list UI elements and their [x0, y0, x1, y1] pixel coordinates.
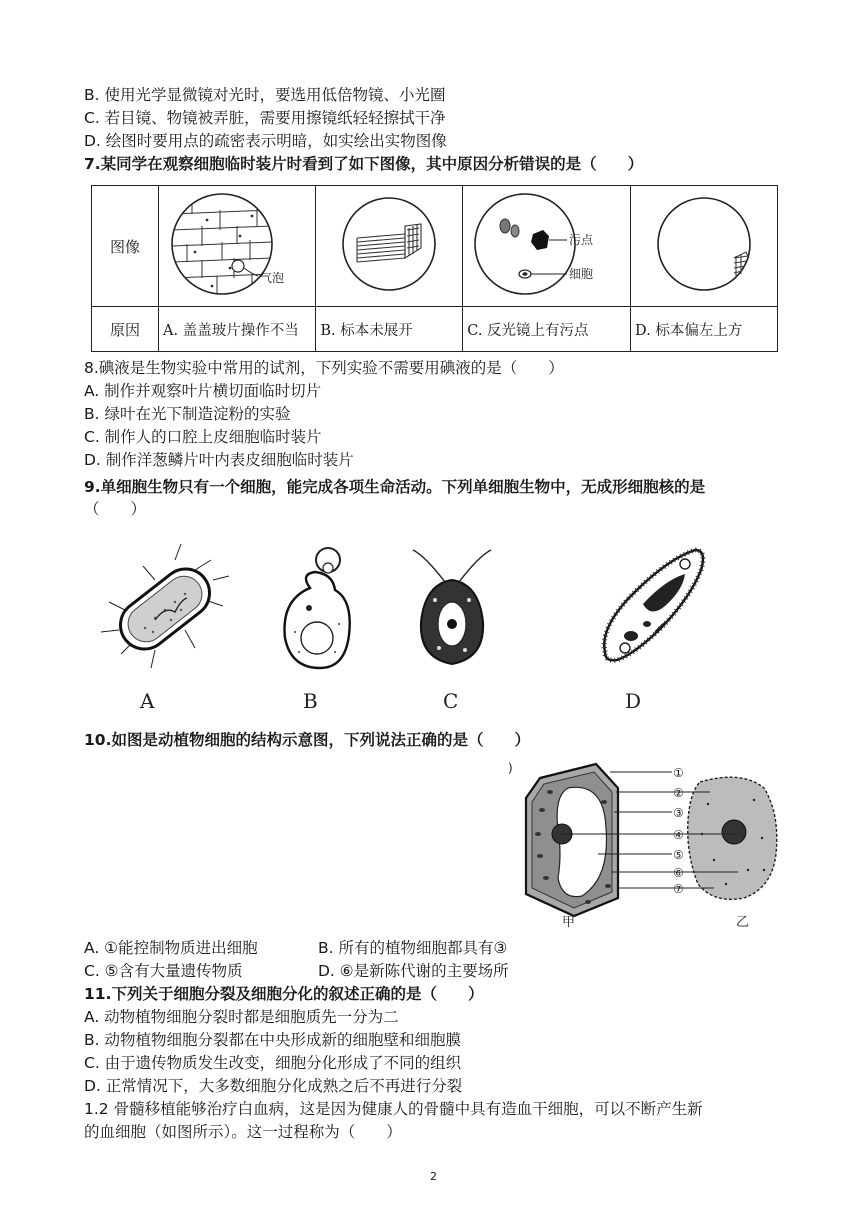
q11-option-a: A. 动物植物细胞分裂时都是细胞质先一分为二	[84, 1008, 399, 1026]
organism-c-chlamydomonas-icon	[413, 550, 491, 664]
q10-num-3: ③	[673, 806, 684, 820]
q7-image-header: 图像	[92, 186, 159, 307]
q11-option-d: D. 正常情况下，大多数细胞分化成熟之后不再进行分裂	[84, 1077, 463, 1095]
q10-num-6: ⑥	[673, 866, 684, 880]
q10-option-a: A. ①能控制物质进出细胞	[84, 939, 258, 957]
option-c-prev: C. 若目镜、物镜被弄脏，需要用擦镜纸轻轻擦拭干净	[84, 109, 446, 127]
q7-reason-c: C. 反光镜上有污点	[463, 307, 631, 352]
q8-stem: 8.碘液是生物实验中常用的试剂，下列实验不需要用碘液的是（ ）	[84, 359, 564, 377]
q10-stray-paren: )	[508, 761, 513, 775]
q7-reason-a: A. 盖盖玻片操作不当	[159, 307, 316, 352]
q9-stem-paren: （ ）	[84, 500, 147, 518]
q7-figure-d	[631, 186, 778, 307]
q11-stem: 11.下列关于细胞分裂及细胞分化的叙述正确的是（ ）	[84, 985, 484, 1003]
q10-option-d: D. ⑥是新陈代谢的主要场所	[318, 962, 509, 980]
plant-cell-jia-icon	[526, 764, 618, 916]
q10-num-5: ⑤	[673, 848, 684, 862]
q12-stem-cont: 的血细胞（如图所示）。这一过程称为（ ）	[84, 1123, 402, 1141]
q10-num-1: ①	[673, 766, 684, 780]
q10-cell-diagram	[518, 758, 788, 933]
animal-cell-yi-icon	[688, 777, 777, 899]
q7-figure-c	[463, 186, 631, 307]
option-b-prev: B. 使用光学显微镜对光时，要选用低倍物镜、小光圈	[84, 86, 446, 104]
q7-reason-b: B. 标本未展开	[316, 307, 463, 352]
q10-label-yi: 乙	[736, 915, 750, 930]
page-number: 2	[430, 1170, 437, 1183]
q9-label-b: B	[303, 689, 318, 713]
organism-b-yeast-icon	[285, 548, 350, 668]
q7-table	[91, 185, 778, 352]
q7-label-spot: 污点	[568, 233, 593, 247]
q8-option-b: B. 绿叶在光下制造淀粉的实验	[84, 405, 291, 423]
q9-label-d: D	[625, 689, 642, 713]
q8-option-a: A. 制作并观察叶片横切面临时切片	[84, 382, 322, 400]
q10-num-4: ④	[673, 828, 684, 842]
q8-option-c: C. 制作人的口腔上皮细胞临时装片	[84, 428, 322, 446]
q10-option-c: C. ⑤含有大量遗传物质	[84, 962, 243, 980]
q7-label-cell: 细胞	[568, 267, 593, 281]
q10-stem: 10.如图是动植物细胞的结构示意图，下列说法正确的是（ ）	[84, 731, 530, 749]
q10-label-jia: 甲	[562, 915, 576, 930]
q10-option-b: B. 所有的植物细胞都具有③	[318, 939, 508, 957]
q11-option-b: B. 动物植物细胞分裂都在中央形成新的细胞壁和细胞膜	[84, 1031, 461, 1049]
q10-num-7: ⑦	[673, 882, 684, 896]
q11-option-c: C. 由于遗传物质发生改变，细胞分化形成了不同的组织	[84, 1054, 462, 1072]
q7-reason-header: 原因	[92, 307, 159, 352]
q12-stem: 1.2 骨髓移植能够治疗白血病，这是因为健康人的骨髓中具有造血干细胞，可以不断产生新	[84, 1100, 703, 1118]
q7-figure-b	[316, 186, 463, 307]
q7-reason-d: D. 标本偏左上方	[631, 307, 778, 352]
q9-organisms-figure	[95, 540, 775, 715]
q9-label-c: C	[443, 689, 459, 713]
organism-a-bacterium-icon	[101, 544, 229, 668]
q7-label-bubble: 气泡	[260, 271, 285, 285]
q10-num-2: ②	[673, 786, 684, 800]
q8-option-d: D. 制作洋葱鳞片叶内表皮细胞临时装片	[84, 451, 354, 469]
q7-figure-a	[159, 186, 316, 307]
organism-d-paramecium-icon	[604, 550, 703, 660]
q9-label-a: A	[140, 689, 155, 713]
q9-stem: 9.单细胞生物只有一个细胞，能完成各项生命活动。下列单细胞生物中，无成形细胞核的是	[84, 478, 706, 496]
q7-stem: 7.某同学在观察细胞临时装片时看到了如下图像，其中原因分析错误的是（ ）	[84, 155, 644, 173]
option-d-prev: D. 绘图时要用点的疏密表示明暗，如实绘出实物图像	[84, 132, 447, 150]
